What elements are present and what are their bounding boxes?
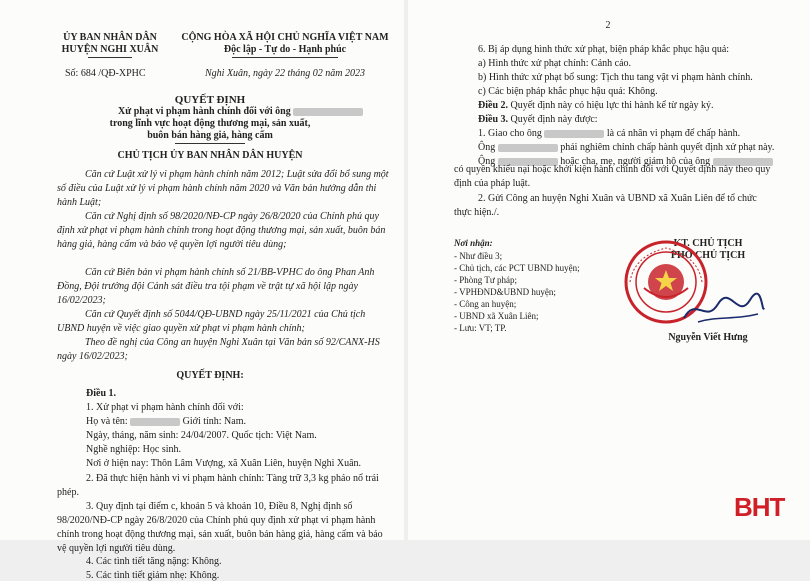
item-6: 6. Bị áp dụng hình thức xử phạt, biện pháp khắc phục hậu quả: bbox=[478, 44, 730, 55]
issuing-authority: CHỦ TỊCH ỦY BAN NHÂN DÂN HUYỆN bbox=[117, 150, 303, 161]
motto-underline bbox=[232, 57, 338, 58]
decide-heading: QUYẾT ĐỊNH: bbox=[176, 370, 244, 381]
subject-line-2: trong lĩnh vực hoạt động thương mại, sản xuất, bbox=[109, 118, 311, 129]
redacted-name bbox=[498, 144, 558, 152]
article-1-item-4: 4. Các tình tiết tăng nặng: Không. bbox=[86, 556, 222, 567]
subject-line-3: buôn bán hàng giả, hàng cấm bbox=[147, 130, 273, 141]
recipient-item: - Chủ tịch, các PCT UBND huyện; bbox=[454, 263, 580, 273]
article-3-line-3-cont: có quyền khiếu nại hoặc khởi kiện hành chính đối với Quyết định này theo quy định của pháp luật. bbox=[454, 164, 771, 189]
basis-4: Căn cứ Quyết định số 5044/QĐ-UBND ngày 25/11/2021 của Chủ tịch UBND huyện về việc giao quyền xử phạt vi phạm hành chính; bbox=[57, 309, 366, 334]
article-3-line-3: Ông hoặc cha, mẹ, người giám hộ của ông bbox=[478, 156, 773, 167]
recipient-item: - Phòng Tư pháp; bbox=[454, 275, 517, 285]
nation-line-1: CỘNG HÒA XÃ HỘI CHỦ NGHĨA VIỆT NAM bbox=[181, 32, 389, 43]
recipient-item: - Như điều 3; bbox=[454, 251, 503, 261]
subject-line-1: Xử phạt vi phạm hành chính đối với ông bbox=[118, 106, 363, 117]
document-page-1 bbox=[0, 0, 404, 581]
article-3-item-2: 2. Gửi Công an huyện Nghi Xuân và UBND xã Xuân Liên để tổ chức thực hiện./. bbox=[454, 193, 757, 218]
nation-motto: Độc lập - Tự do - Hạnh phúc bbox=[223, 44, 347, 55]
recipient-item: - UBND xã Xuân Liên; bbox=[454, 311, 539, 321]
document-type: QUYẾT ĐỊNH bbox=[174, 94, 246, 106]
signature-kt: KT. CHỦ TỊCH bbox=[673, 238, 743, 249]
item-6a: a) Hình thức xử phạt chính: Cảnh cáo. bbox=[478, 58, 632, 69]
recipient-item: - Công an huyện; bbox=[454, 299, 517, 309]
redacted-name bbox=[130, 418, 180, 426]
recipients-list bbox=[454, 250, 580, 334]
document-page-2 bbox=[408, 0, 810, 540]
redacted-name bbox=[544, 130, 604, 138]
item-6c: c) Các biện pháp khắc phục hậu quả: Không. bbox=[478, 86, 658, 97]
article-1-item-1: 1. Xử phạt vi phạm hành chính đối với: bbox=[86, 402, 244, 413]
article-3-line-2: Ông phải nghiêm chỉnh chấp hành quyết định xử phạt này. bbox=[478, 142, 775, 153]
article-2: Điều 2. Quyết định này có hiệu lực thi hành kể từ ngày ký. bbox=[478, 100, 714, 111]
recipient-item: - VPHĐND&UBND huyện; bbox=[454, 287, 556, 297]
basis-2: Căn cứ Nghị định số 98/2020/NĐ-CP ngày 26/8/2020 của Chính phủ quy định xử phạt vi phạm hành chính trong hoạt động thương mại, sản xuất, buôn bán hàng giả, hàng cấm và bảo vệ quyền lợi người tiêu dùng; bbox=[57, 211, 386, 250]
offender-job: Nghề nghiệp: Học sinh. bbox=[86, 444, 181, 455]
basis-5: Theo đề nghị của Công an huyện Nghi Xuân tại Văn bản số 92/CANX-HS ngày 16/02/2023; bbox=[57, 337, 380, 362]
article-1-item-5: 5. Các tình tiết giảm nhẹ: Không. bbox=[86, 570, 220, 581]
bht-watermark-logo: BHT bbox=[734, 492, 785, 522]
redacted-name bbox=[293, 108, 363, 116]
article-1-item-3: 3. Quy định tại điểm c, khoản 5 và khoản 10, Điều 8, Nghị định số 98/2020/NĐ-CP ngày 26/8/2020 của Chính phủ quy định xử phạt vi phạm hành chính trong hoạt động thương mại, sản xuất, buôn bán hàng giả, hàng cấm và bảo vệ quyền lợi người tiêu dùng. bbox=[57, 501, 383, 554]
offender-name-row: Họ và tên: Giới tính: Nam. bbox=[86, 416, 246, 427]
offender-address: Nơi ở hiện nay: Thôn Lâm Vượng, xã Xuân Liên, huyện Nghi Xuân. bbox=[86, 458, 362, 469]
article-1-label: Điều 1. bbox=[86, 388, 116, 399]
agency-line-2: HUYỆN NGHI XUÂN bbox=[61, 44, 159, 55]
title-underline bbox=[175, 143, 245, 144]
item-6b: b) Hình thức xử phạt bổ sung: Tịch thu tang vật vi phạm hành chính. bbox=[478, 72, 753, 83]
offender-dob: Ngày, tháng, năm sinh: 24/04/2007. Quốc tịch: Việt Nam. bbox=[86, 430, 317, 441]
agency-underline bbox=[88, 57, 132, 58]
recipients-heading: Nơi nhận: bbox=[454, 238, 493, 248]
handwritten-signature-icon bbox=[678, 290, 768, 330]
page-number: 2 bbox=[605, 20, 611, 31]
agency-line-1: ỦY BAN NHÂN DÂN bbox=[63, 32, 157, 43]
basis-1: Căn cứ Luật xử lý vi phạm hành chính năm 2012; Luật sửa đổi bổ sung một số điều của Luật xử lý vi phạm hành chính năm 2020 và Văn bản hướng dẫn thi hành Luật; bbox=[57, 169, 389, 208]
article-3-item-1: 1. Giao cho ông là cá nhân vi phạm để chấp hành. bbox=[478, 128, 741, 139]
article-1-item-2: 2. Đã thực hiện hành vi vi phạm hành chính: Tàng trữ 3,3 kg pháo nổ trái phép. bbox=[57, 473, 379, 498]
document-number: Số: 684 /QĐ-XPHC bbox=[65, 68, 146, 79]
basis-3: Căn cứ Biên bản vi phạm hành chính số 21/BB-VPHC do ông Phan Anh Đồng, Đội trưởng đội Cảnh sát điều tra tội phạm về trật tự xã hội lập ngày 16/02/2023; bbox=[57, 267, 375, 306]
recipient-item: - Lưu: VT; TP. bbox=[454, 323, 507, 333]
place-date: Nghi Xuân, ngày 22 tháng 02 năm 2023 bbox=[205, 68, 365, 79]
article-3: Điều 3. Quyết định này được: bbox=[478, 114, 598, 125]
signature-title: PHÓ CHỦ TỊCH bbox=[670, 250, 746, 261]
signer-name: Nguyễn Viết Hưng bbox=[668, 332, 748, 343]
